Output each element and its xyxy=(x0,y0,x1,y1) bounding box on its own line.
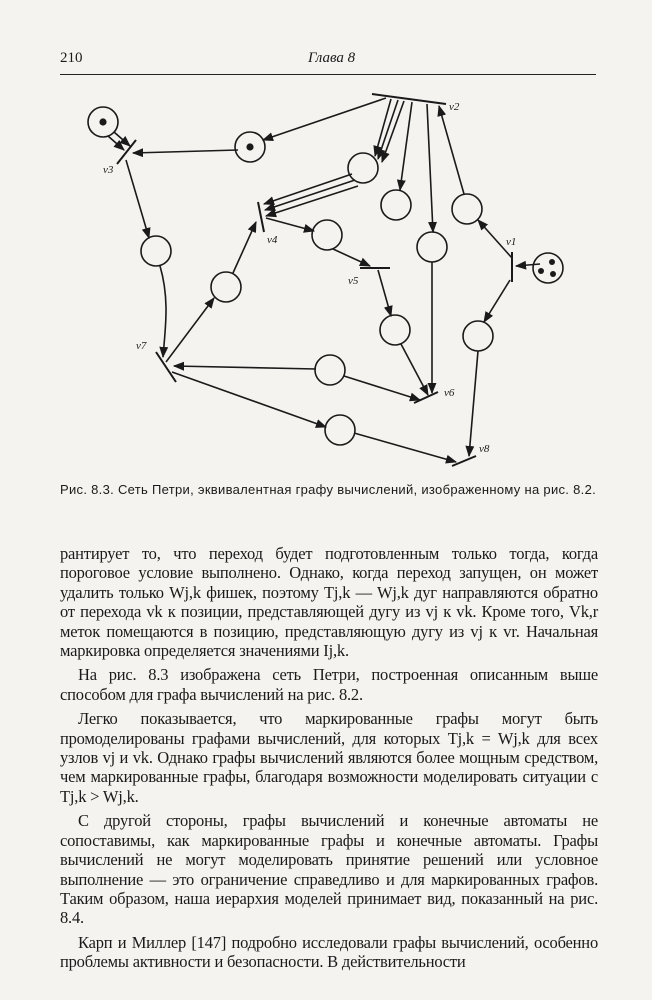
label-v8: v8 xyxy=(479,443,490,455)
place-p9 xyxy=(141,236,171,266)
place-p5 xyxy=(312,220,342,250)
label-v3: v3 xyxy=(103,164,114,176)
place-p4 xyxy=(381,190,411,220)
body-text xyxy=(60,544,598,972)
place-p13 xyxy=(315,355,345,385)
figure-caption: Рис. 8.3. Сеть Петри, эквивалентная графу вычислений, изображенному на рис. 8.2. xyxy=(60,482,597,497)
place-p10 xyxy=(211,272,241,302)
label-v5: v5 xyxy=(348,275,359,287)
paragraph-2: На рис. 8.3 изображена сеть Петри, построенная описанным выше способом для графа вычислений на рис. 8.2. xyxy=(60,665,598,704)
place-p3 xyxy=(348,153,378,183)
label-v4: v4 xyxy=(267,234,278,246)
label-v2: v2 xyxy=(449,101,460,113)
place-p7 xyxy=(452,194,482,224)
paragraph-5: Карп и Миллер [147] подробно исследовали графы вычислений, особенно проблемы активности и безопасности. В действительности xyxy=(60,932,598,972)
label-v7: v7 xyxy=(136,340,147,352)
petri-net-figure xyxy=(0,0,652,480)
place-p11 xyxy=(380,315,410,345)
paragraph-3: Легко показывается, что маркированные графы могут быть промоделированы графами вычислений, для которых Tj,k = Wj,k для всех узлов vj и vk. Однако графы вычислений являются более мощным средством, чем маркированные графы, благодаря возможности моделировать ситуации с Tj,k > Wj,k. xyxy=(60,709,598,806)
place-p8 xyxy=(533,253,563,283)
paragraph-1: рантирует то, что переход будет подготовленным только тогда, когда пороговое условие выполнено. Однако, когда переход запущен, он может удалить только Wj,k фишек, поэтому Tj,k — Wj,k дуг направляются обратно от перехода vk к позиции, представляющей дугу из vj к vk. Кроме того, Vk,r меток помещаются в позицию, представляющую дугу из vj к vr. Начальная маркировка определяется значениями Ij,k. xyxy=(60,544,598,661)
place-p14 xyxy=(325,415,355,445)
place-p12 xyxy=(463,321,493,351)
chapter-title: Глава 8 xyxy=(308,50,356,66)
page-number: 210 xyxy=(60,50,83,66)
transition-v7 xyxy=(156,352,176,382)
transition-v4 xyxy=(258,202,264,232)
label-v1: v1 xyxy=(506,236,517,248)
transition-v8 xyxy=(452,456,476,466)
label-v6: v6 xyxy=(444,387,455,399)
place-p6 xyxy=(417,232,447,262)
paragraph-4: С другой стороны, графы вычислений и конечные автоматы не сопоставимы, как маркированные графы и конечные автоматы. Графы вычислений не могут моделировать принятие решений или условное выполнение — это ограничение справедливо и для маркированных графов. Таким образом, наша иерархия моделей принимает вид, показанный на рис. 8.4. xyxy=(60,811,598,928)
transition-v6 xyxy=(414,392,438,403)
